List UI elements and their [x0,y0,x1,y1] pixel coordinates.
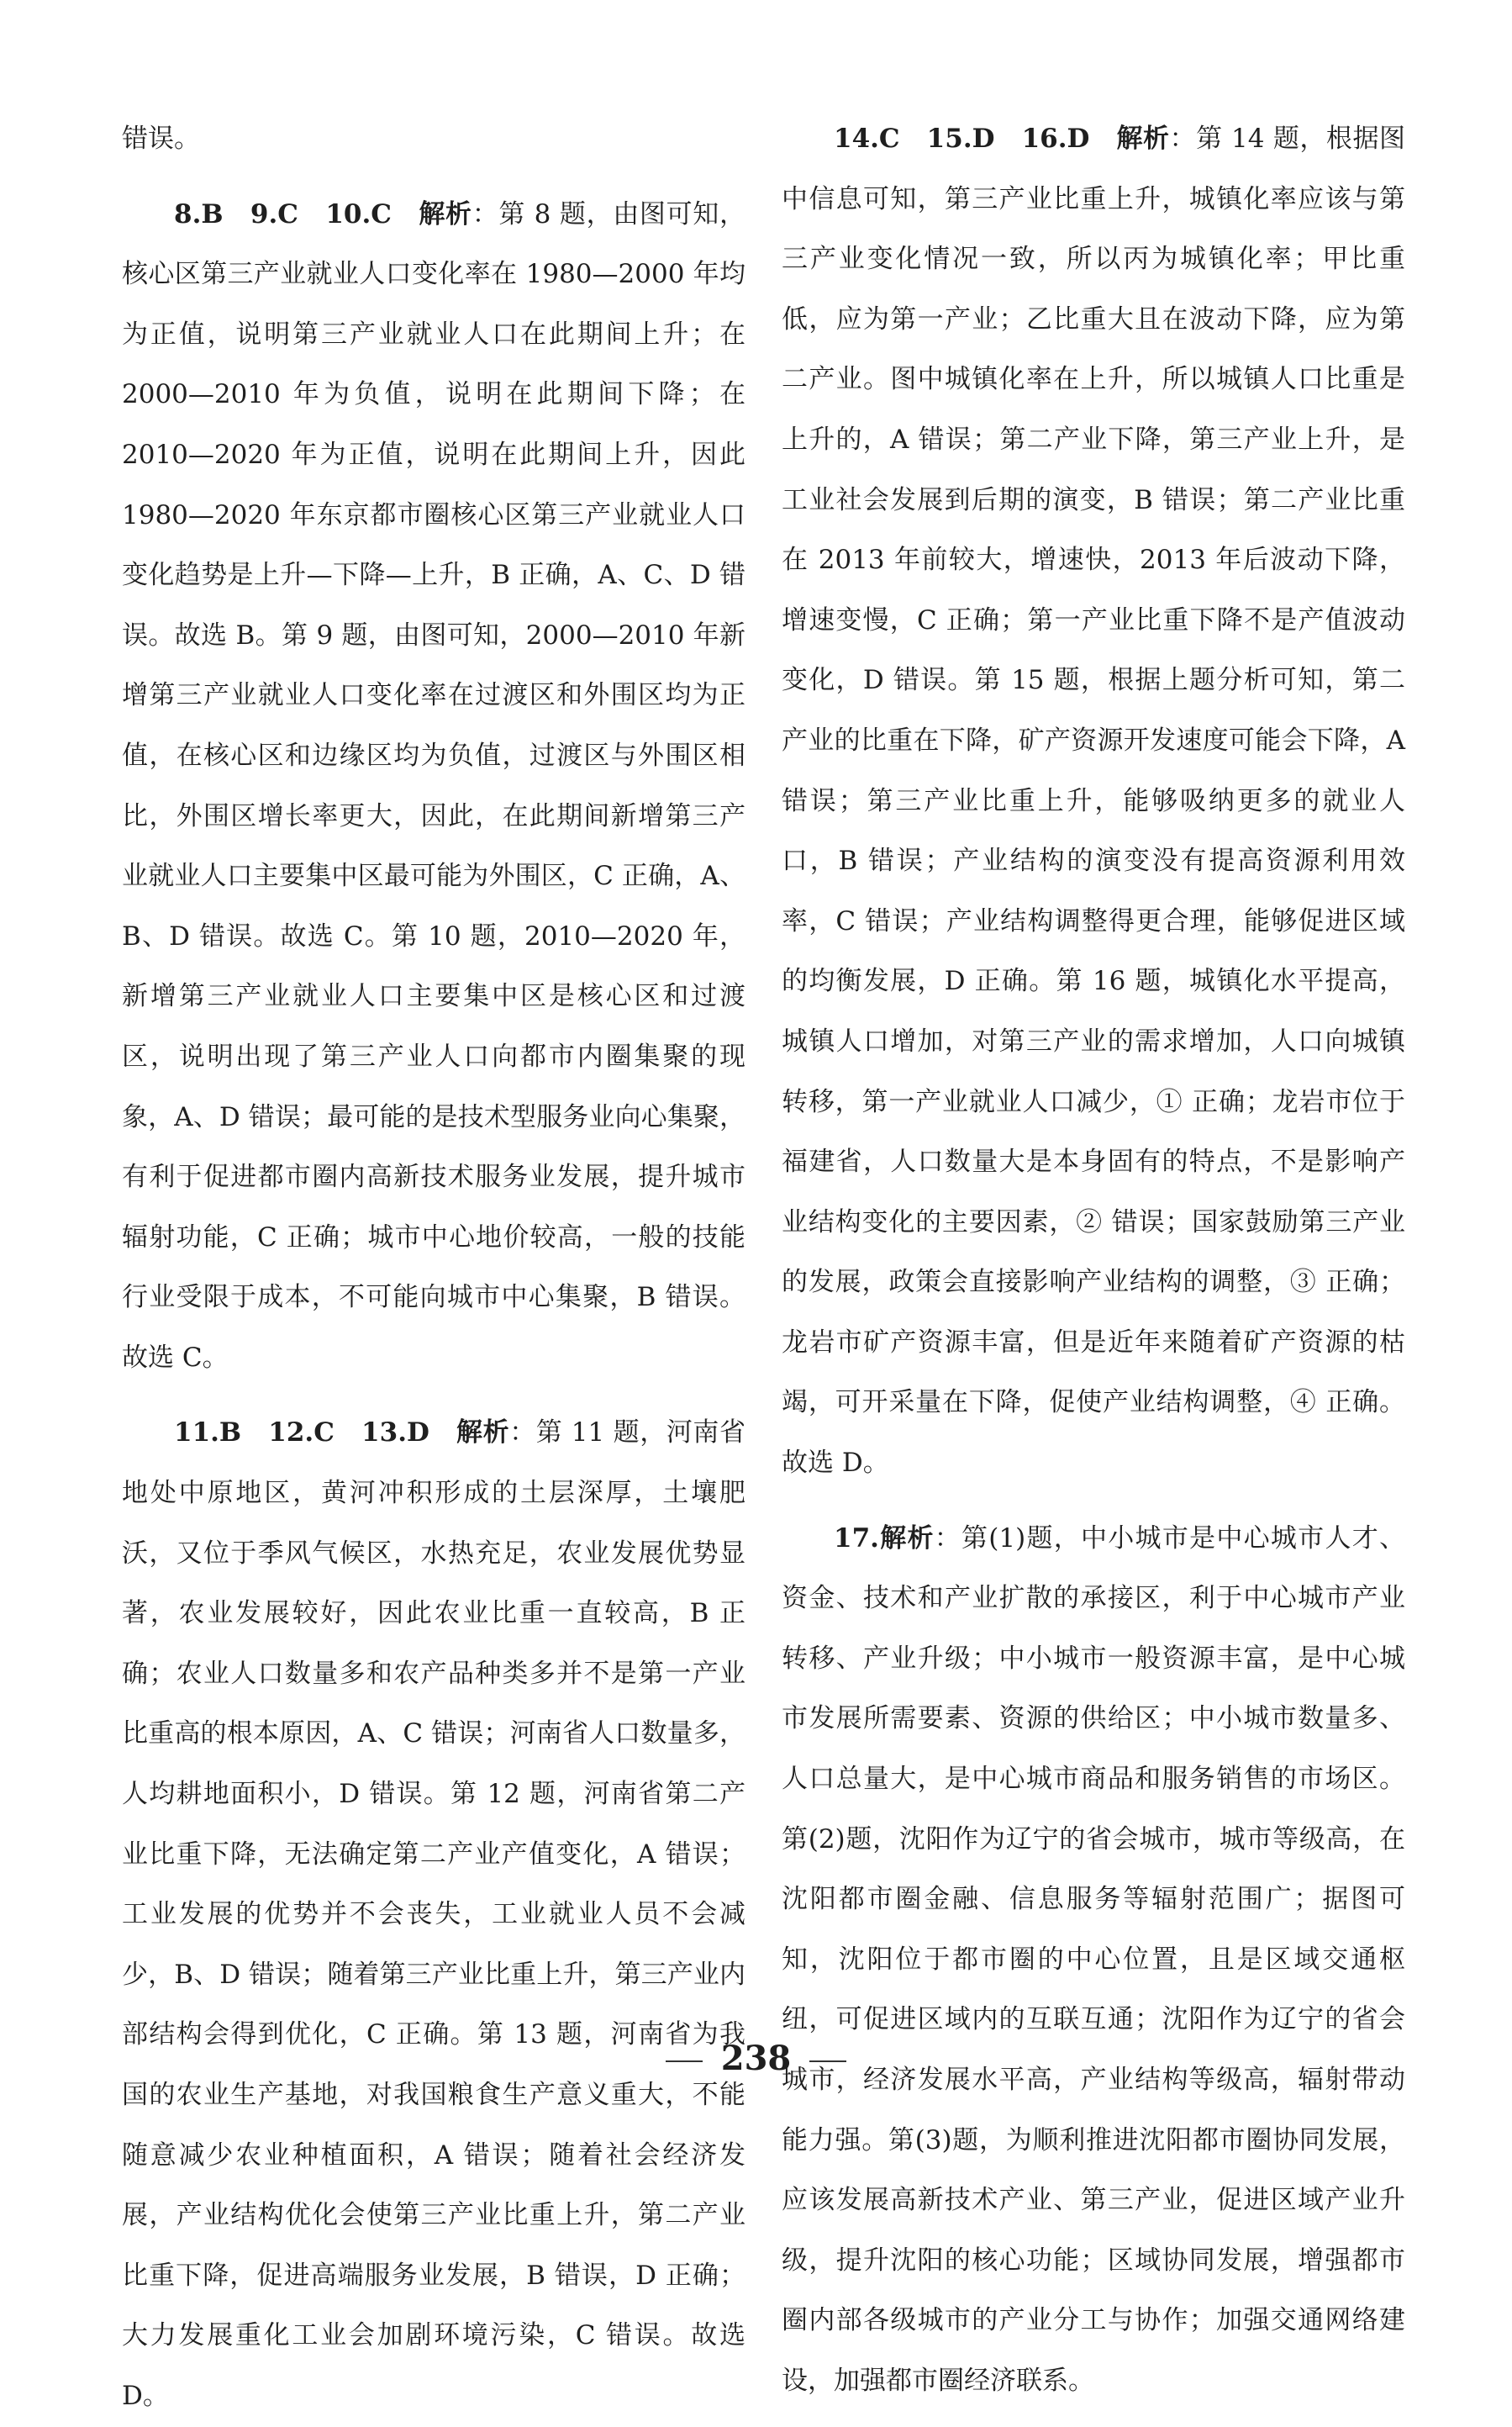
footer-rule-left [666,2060,703,2062]
left-column [122,109,745,2427]
answer-explanation: ：第 8 题，由图可知，核心区第三产业就业人口变化率在 1980—2000 年均为正值，说明第三产业就业人口在此期间上升；在 2000—2010 年为负值，说明在此期间下降；在 2010—2020 年为正值，说明在此期间上升，因此 1980—2020 年东京都市圈核心区第三产业就业人口变化趋势是上升—下降—上升，B 正确，A、C、D 错误。故选 B。第 9 题，由图可知，2000—2010 年新增第三产业就业人口变化率在过渡区和外围区均为正值，在核心区和边缘区均为负值，过渡区与外围区相比，外围区增长率更大，因此，在此期间新增第三产业就业人口主要集中区最可能为外围区，C 正确，A、B、D 错误。故选 C。第 10 题，2010—2020 年，新增第三产业就业人口主要集中区是核心区和过渡区，说明出现了第三产业人口向都市内圈集聚的现象，A、D 错误；最可能的是技术型服务业向心集聚，有利于促进都市圈内高新技术服务业发展，提升城市辐射功能，C 正确；城市中心地价较高，一般的技能行业受限于成本，不可能向城市中心集聚，B 错误。故选 C。 [122,198,745,1373]
answer-explanation: ：第 11 题，河南省地处中原地区，黄河冲积形成的土层深厚，土壤肥沃，又位于季风气候区，水热充足，农业发展优势显著，农业发展较好，因此农业比重一直较高，B 正确；农业人口数量多和农产品种类多并不是第一产业比重高的根本原因，A、C 错误；河南省人口数量多，人均耕地面积小，D 错误。第 12 题，河南省第二产业比重下降，无法确定第二产业产值变化，A 错误；工业发展的优势并不会丧失，工业就业人员不会减少，B、D 错误；随着第三产业比重上升，第三产业内部结构会得到优化，C 正确。第 13 题，河南省为我国的农业生产基地，对我国粮食生产意义重大，不能随意减少农业种植面积，A 错误；随着社会经济发展，产业结构优化会使第三产业比重上升，第二产业比重下降，促进高端服务业发展，B 错误，D 正确；大力发展重化工业会加剧环境污染，C 错误。故选 D。 [122,1417,745,2411]
answer-block-17 [782,1509,1405,2412]
answer-block-8-10 [122,185,745,1389]
answer-block-14-16 [782,109,1405,1494]
answer-heading: 8.B 9.C 10.C 解析 [174,198,472,230]
answer-heading: 11.B 12.C 13.D 解析 [174,1417,510,1448]
answer-heading: 17.解析 [834,1522,935,1554]
footer-rule-right [809,2060,846,2062]
page-number: 238 [720,2039,792,2078]
paragraph-continuation: 错误。 [122,124,200,154]
answer-block-11-13 [122,1403,745,2426]
answer-heading: 14.C 15.D 16.D 解析 [834,124,1170,154]
page-footer [0,2039,1512,2078]
answer-explanation: ：第(1)题，中小城市是中心城市人才、资金、技术和产业扩散的承接区，利于中心城市产业转移、产业升级；中小城市一般资源丰富，是中心城市发展所需要素、资源的供给区；中小城市数量多、人口总量大，是中心城市商品和服务销售的市场区。第(2)题，沈阳作为辽宁的省会城市，城市等级高，在沈阳都市圈金融、信息服务等辐射范围广；据图可知，沈阳位于都市圈的中心位置，且是区域交通枢纽，可促进区域内的互联互通；沈阳作为辽宁的省会城市，经济发展水平高，产业结构等级高，辐射带动能力强。第(3)题，为顺利推进沈阳都市圈协同发展，应该发展高新技术产业、第三产业，促进区域产业升级，提升沈阳的核心功能；区域协同发展，增强都市圈内部各级城市的产业分工与协作；加强交通网络建设，加强都市圈经济联系。 [782,1522,1405,2396]
answer-explanation: ：第 14 题，根据图中信息可知，第三产业比重上升，城镇化率应该与第三产业变化情况一致，所以丙为城镇化率；甲比重低，应为第一产业；乙比重大且在波动下降，应为第二产业。图中城镇化率在上升，所以城镇人口比重是上升的，A 错误；第二产业下降，第三产业上升，是工业社会发展到后期的演变，B 错误；第二产业比重在 2013 年前较大，增速快，2013 年后波动下降，增速变慢，C 正确；第一产业比重下降不是产值波动变化，D 错误。第 15 题，根据上题分析可知，第二产业的比重在下降，矿产资源开发速度可能会下降，A 错误；第三产业比重上升，能够吸纳更多的就业人口，B 错误；产业结构的演变没有提高资源利用效率，C 错误；产业结构调整得更合理，能够促进区域的均衡发展，D 正确。第 16 题，城镇化水平提高，城镇人口增加，对第三产业的需求增加，人口向城镇转移，第一产业就业人口减少，① 正确；龙岩市位于福建省，人口数量大是本身固有的特点，不是影响产业结构变化的主要因素，② 错误；国家鼓励第三产业的发展，政策会直接影响产业结构的调整，③ 正确；龙岩市矿产资源丰富，但是近年来随着矿产资源的枯竭，可开采量在下降，促使产业结构调整，④ 正确。故选 D。 [782,124,1406,1479]
